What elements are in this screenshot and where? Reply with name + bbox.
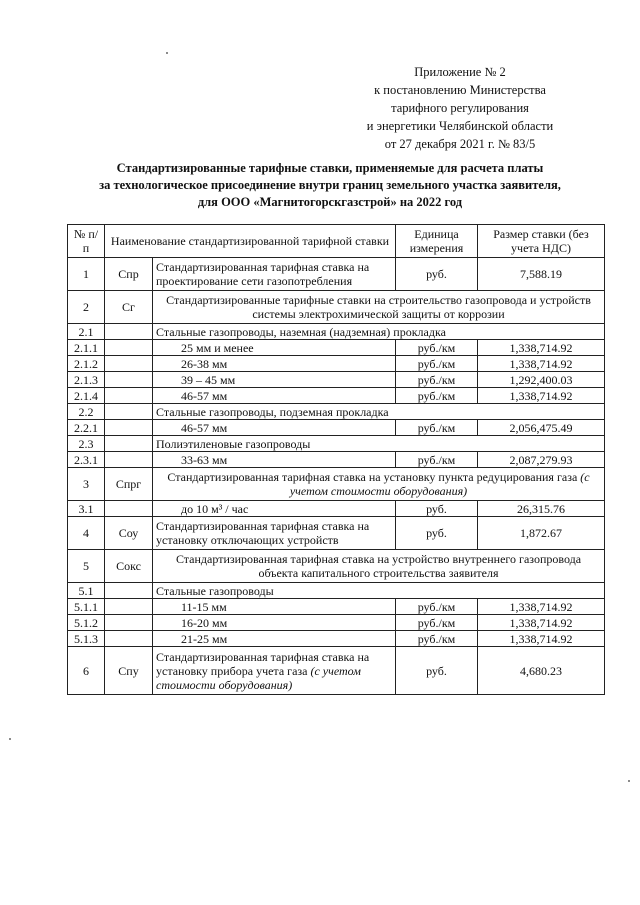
row-code [105, 615, 153, 631]
row-name: 39 – 45 мм [153, 372, 396, 388]
row-name: 25 мм и менее [153, 340, 396, 356]
header-name: Наименование стандартизированной тарифной ставки [105, 225, 396, 258]
row-note: (с учетом стоимости оборудования) [289, 470, 590, 498]
row-section-name: Стальные газопроводы [153, 583, 605, 599]
row-code [105, 404, 153, 420]
row-code [105, 436, 153, 452]
row-unit: руб./км [396, 631, 478, 647]
table-header-row [68, 225, 605, 258]
row-value: 1,338,714.92 [478, 631, 605, 647]
row-num: 2.1.4 [68, 388, 105, 404]
row-num: 2.2 [68, 404, 105, 420]
table-row [68, 340, 605, 356]
row-value: 1,338,714.92 [478, 340, 605, 356]
row-num: 6 [68, 647, 105, 695]
row-unit: руб./км [396, 420, 478, 436]
row-code [105, 501, 153, 517]
row-unit: руб./км [396, 372, 478, 388]
rates-table [67, 224, 605, 695]
table-row [68, 356, 605, 372]
row-name [153, 517, 396, 550]
table-row [68, 583, 605, 599]
row-section-name: Стальные газопроводы, подземная прокладка [153, 404, 605, 420]
row-unit: руб. [396, 258, 478, 291]
table-row [68, 647, 605, 695]
row-value: 1,338,714.92 [478, 599, 605, 615]
appendix-line: от 27 декабря 2021 г. № 83/5 [384, 137, 536, 151]
row-name: 46-57 мм [153, 388, 396, 404]
row-name-text: Стандартизированная тарифная ставка на устройство внутреннего газопровода объекта капитального строительства заявителя [175, 552, 582, 580]
row-num: 2.1 [68, 324, 105, 340]
document-title [40, 160, 620, 211]
table-body [68, 258, 605, 695]
row-num: 5.1 [68, 583, 105, 599]
row-num: 3 [68, 468, 105, 501]
row-unit: руб. [396, 501, 478, 517]
table-row [68, 404, 605, 420]
row-code [105, 340, 153, 356]
table-row [68, 372, 605, 388]
row-name: 46-57 мм [153, 420, 396, 436]
row-unit: руб./км [396, 356, 478, 372]
table-row [68, 631, 605, 647]
row-code [105, 452, 153, 468]
appendix-line: тарифного регулирования [391, 101, 529, 115]
title-line: для ООО «Магнитогорскгазстрой» на 2022 год [197, 195, 463, 209]
row-code [105, 356, 153, 372]
row-num: 4 [68, 517, 105, 550]
appendix-line: к постановлению Министерства [374, 83, 546, 97]
header-num: № п/п [68, 225, 105, 258]
row-code [105, 372, 153, 388]
row-value: 1,292,400.03 [478, 372, 605, 388]
row-code: Спу [105, 647, 153, 695]
row-section-name: Полиэтиленовые газопроводы [153, 436, 605, 452]
row-unit: руб./км [396, 388, 478, 404]
row-section-name: Стальные газопроводы, наземная (надземная) прокладка [153, 324, 605, 340]
table-row [68, 501, 605, 517]
row-code [105, 420, 153, 436]
row-value: 26,315.76 [478, 501, 605, 517]
row-num: 2 [68, 291, 105, 324]
row-num: 2.1.2 [68, 356, 105, 372]
row-num: 2.1.3 [68, 372, 105, 388]
table-row [68, 324, 605, 340]
appendix-line: Приложение № 2 [414, 65, 506, 79]
scan-dot [166, 52, 168, 54]
row-code: Сокс [105, 550, 153, 583]
row-code: Соу [105, 517, 153, 550]
row-code: Спрг [105, 468, 153, 501]
row-code [105, 324, 153, 340]
row-name [153, 468, 605, 501]
row-value: 4,680.23 [478, 647, 605, 695]
table-row [68, 599, 605, 615]
row-value: 1,338,714.92 [478, 615, 605, 631]
row-note: (с учетом стоимости оборудования) [156, 663, 361, 692]
row-num: 2.3.1 [68, 452, 105, 468]
scan-dot [9, 738, 11, 740]
table-row [68, 517, 605, 550]
row-unit: руб. [396, 647, 478, 695]
row-num: 5.1.3 [68, 631, 105, 647]
row-unit: руб. [396, 517, 478, 550]
row-value: 2,056,475.49 [478, 420, 605, 436]
table-row [68, 420, 605, 436]
row-name: 16-20 мм [153, 615, 396, 631]
row-name: 26-38 мм [153, 356, 396, 372]
row-name-text: Стандартизированные тарифные ставки на строительство газопровода и устройств системы электрохимической защиты от коррозии [166, 293, 591, 321]
row-value: 1,338,714.92 [478, 388, 605, 404]
row-name [153, 291, 605, 324]
row-name-text: Стандартизированная тарифная ставка на проектирование сети газопотребления [156, 260, 370, 288]
table-row [68, 436, 605, 452]
row-code [105, 583, 153, 599]
row-name: 11-15 мм [153, 599, 396, 615]
appendix-line: и энергетики Челябинской области [366, 119, 554, 133]
row-num: 1 [68, 258, 105, 291]
table-row [68, 550, 605, 583]
row-name: 33-63 мм [153, 452, 396, 468]
row-name [153, 258, 396, 291]
row-value: 7,588.19 [478, 258, 605, 291]
row-num: 2.3 [68, 436, 105, 452]
row-code [105, 599, 153, 615]
table-row [68, 615, 605, 631]
table-row [68, 468, 605, 501]
table-row [68, 258, 605, 291]
row-unit: руб./км [396, 615, 478, 631]
row-code: Сг [105, 291, 153, 324]
row-num: 5 [68, 550, 105, 583]
row-name [153, 647, 396, 695]
row-name [153, 550, 605, 583]
header-rate: Размер ставки (без учета НДС) [478, 225, 605, 258]
table-row [68, 452, 605, 468]
table-row [68, 388, 605, 404]
row-num: 2.2.1 [68, 420, 105, 436]
row-name-text: Стандартизированная тарифная ставка на установку пункта редуцирования газа [167, 470, 578, 484]
row-name: до 10 м³ / час [153, 501, 396, 517]
row-unit: руб./км [396, 599, 478, 615]
row-name: 21-25 мм [153, 631, 396, 647]
row-code [105, 388, 153, 404]
row-code: Спр [105, 258, 153, 291]
table-row [68, 291, 605, 324]
scan-dot [628, 780, 630, 782]
row-name-text: Стандартизированная тарифная ставка на установку отключающих устройств [156, 519, 370, 547]
row-unit: руб./км [396, 340, 478, 356]
row-num: 2.1.1 [68, 340, 105, 356]
row-unit: руб./км [396, 452, 478, 468]
row-name-text: Стандартизированная тарифная ставка на установку прибора учета газа [156, 649, 370, 678]
row-value: 1,872.67 [478, 517, 605, 550]
row-code [105, 631, 153, 647]
row-value: 2,087,279.93 [478, 452, 605, 468]
row-num: 5.1.2 [68, 615, 105, 631]
appendix-block [320, 63, 600, 153]
title-line: за технологическое присоединение внутри границ земельного участка заявителя, [99, 178, 561, 192]
row-num: 5.1.1 [68, 599, 105, 615]
row-value: 1,338,714.92 [478, 356, 605, 372]
row-num: 3.1 [68, 501, 105, 517]
header-unit: Единица измерения [396, 225, 478, 258]
title-line: Стандартизированные тарифные ставки, применяемые для расчета платы [116, 161, 544, 175]
